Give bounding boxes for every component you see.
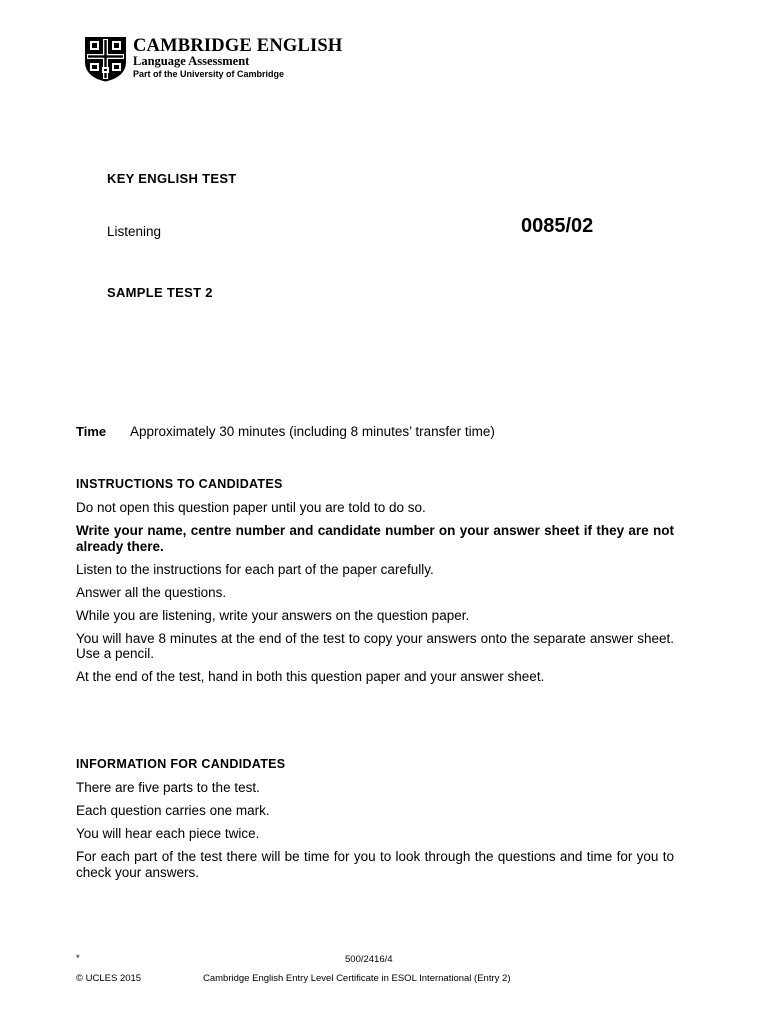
logo-subtitle: Language Assessment bbox=[133, 54, 250, 68]
instruction-item: While you are listening, write your answers on the question paper. bbox=[76, 607, 470, 623]
instructions-heading: INSTRUCTIONS TO CANDIDATES bbox=[76, 477, 283, 491]
information-item: Each question carries one mark. bbox=[76, 803, 270, 818]
time-label: Time bbox=[76, 424, 107, 439]
information-item: There are five parts to the test. bbox=[76, 780, 260, 795]
footer-certificate: Cambridge English Entry Level Certificate in ESOL International (Entry 2) bbox=[203, 973, 511, 984]
logo-title: CAMBRIDGE ENGLISH bbox=[133, 36, 343, 56]
logo-part-of: Part of the University of Cambridge bbox=[133, 69, 285, 79]
information-heading: INFORMATION FOR CANDIDATES bbox=[76, 757, 286, 771]
footer-copyright: © UCLES 2015 bbox=[76, 973, 142, 984]
instruction-item: Listen to the instructions for each part of the paper carefully. bbox=[76, 561, 434, 577]
information-section bbox=[76, 757, 674, 888]
university-shield-icon bbox=[84, 36, 127, 82]
instruction-item: Do not open this question paper until you are told to do so. bbox=[76, 500, 426, 515]
instruction-item: At the end of the test, hand in both this question paper and your answer sheet. bbox=[76, 669, 545, 684]
instruction-item: Answer all the questions. bbox=[76, 584, 227, 600]
instructions-section bbox=[76, 477, 674, 692]
sample-test-label: SAMPLE TEST 2 bbox=[107, 285, 213, 300]
instruction-item: You will have 8 minutes at the end of the test to copy your answers onto the separate answer sheet. Use a pencil. bbox=[76, 630, 674, 661]
paper-name: Listening bbox=[107, 224, 162, 239]
paper-code: 0085/02 bbox=[521, 215, 594, 237]
instruction-item: Write your name, centre number and candidate number on your answer sheet if they are not already there. bbox=[76, 523, 674, 554]
time-value: Approximately 30 minutes (including 8 minutes’ transfer time) bbox=[130, 424, 495, 439]
test-name: KEY ENGLISH TEST bbox=[107, 171, 237, 186]
information-item: You will hear each piece twice. bbox=[76, 826, 260, 841]
information-item: For each part of the test there will be time for you to look through the questions and time for you to check your answers. bbox=[76, 849, 674, 880]
footer-reference: 500/2416/4 bbox=[345, 954, 393, 965]
footer-mark: * bbox=[76, 953, 80, 964]
